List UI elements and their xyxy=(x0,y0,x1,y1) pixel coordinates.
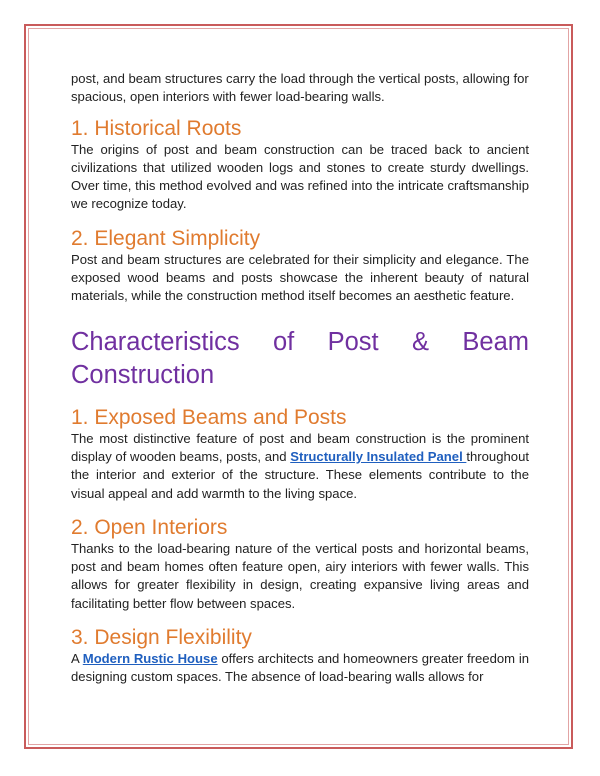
heading-design-flexibility: 3. Design Flexibility xyxy=(71,626,252,650)
intro-paragraph: post, and beam structures carry the load through the vertical posts, allowing for spacious, open interiors with fewer load-bearing walls. xyxy=(71,71,529,105)
paragraph-design-flexibility xyxy=(71,650,529,687)
document-body xyxy=(71,70,529,687)
paragraph-elegant-simplicity: Post and beam structures are celebrated for their simplicity and elegance. The exposed wood beams and posts showcase the inherent beauty of natural materials, while the construction method itself becomes an aesthetic feature. xyxy=(71,251,529,304)
heading-elegant-simplicity: 2. Elegant Simplicity xyxy=(71,226,261,250)
structurally-insulated-panel-link[interactable]: Structurally Insulated Panel xyxy=(290,448,467,464)
heading-open-interiors: 2. Open Interiors xyxy=(71,515,228,539)
section-title-characteristics: Characteristics of Post & Beam Construction xyxy=(71,327,529,389)
paragraph-exposed-beams xyxy=(71,430,529,503)
exposed-beams-text-after: throughout the interior and exterior of the structure. These elements contribute to the visual appeal and add warmth to the living space. xyxy=(71,448,529,501)
design-flexibility-text-after: offers architects and homeowners greater freedom in designing custom spaces. The absence of load-bearing walls allows for xyxy=(71,651,530,685)
paragraph-open-interiors: Thanks to the load-bearing nature of the vertical posts and horizontal beams, post and beam homes often feature open, airy interiors with fewer walls. This allows for greater flexibility in design, creating expansive living areas and facilitating better flow between spaces. xyxy=(71,540,529,611)
paragraph-historical-roots: The origins of post and beam construction can be traced back to ancient civilizations that utilized wooden logs and stones to create sturdy dwellings. Over time, this method evolved and was refined into the intricate craftsmanship we recognize today. xyxy=(71,141,529,212)
exposed-beams-text-before: The most distinctive feature of post and beam construction is the prominent display of wooden beams, posts, and xyxy=(71,430,529,464)
modern-rustic-house-link[interactable]: Modern Rustic House xyxy=(82,651,218,667)
design-flexibility-text-before: A xyxy=(71,651,83,667)
heading-exposed-beams: 1. Exposed Beams and Posts xyxy=(71,405,347,429)
heading-historical-roots: 1. Historical Roots xyxy=(71,116,242,140)
